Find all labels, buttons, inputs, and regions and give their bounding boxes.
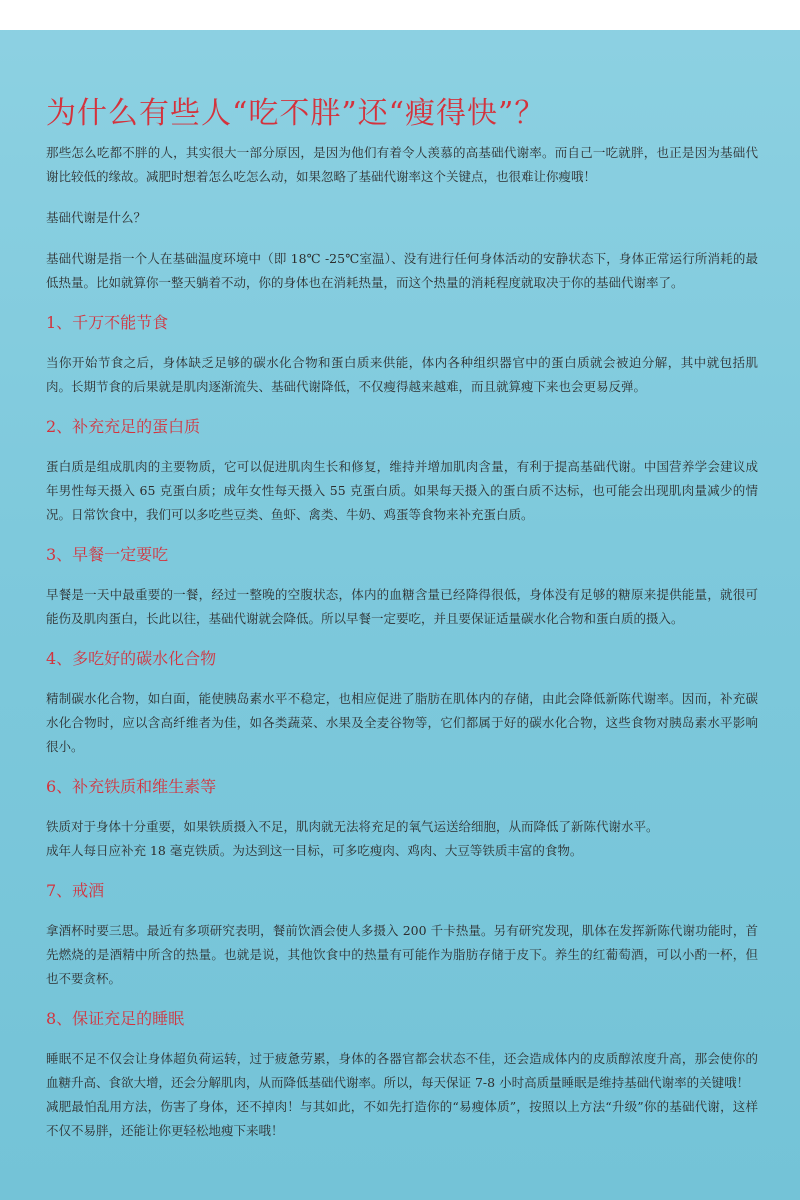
article-title: 为什么有些人“吃不胖”还“瘦得快”？ xyxy=(46,96,546,131)
section-body: 当你开始节食之后，身体缺乏足够的碳水化合物和蛋白质来供能，体内各种组织器官中的蛋白质就会被迫分解，其中就包括肌肉。长期节食的后果就是肌肉逐渐流失、基础代谢降低，不仅瘦得越来越难，而且就算瘦下来也会更易反弹。 xyxy=(46,355,758,394)
section-body: 早餐是一天中最重要的一餐，经过一整晚的空腹状态，体内的血糖含量已经降得很低，身体没有足够的糖原来提供能量，就很可能伤及肌肉蛋白，长此以往，基础代谢就会降低。所以早餐一定要吃，并且要保证适量碳水化合物和蛋白质的摄入。 xyxy=(46,587,758,626)
section-body: 蛋白质是组成肌肉的主要物质，它可以促进肌肉生长和修复，维持并增加肌肉含量，有利于提高基础代谢。中国营养学会建议成年男性每天摄入 65 克蛋白质；成年女性每天摄入 55 克蛋白质。如果每天摄入的蛋白质不达标，也可能会出现肌肉量减少的情况。日常饮食中，我们可以多吃些豆类、鱼虾、禽类、牛奶、鸡蛋等食物来补充蛋白质。 xyxy=(46,459,758,522)
top-white-band xyxy=(0,0,800,30)
question-line: 基础代谢是什么？ xyxy=(46,210,147,225)
section-4 xyxy=(46,647,758,759)
intro-paragraph: 那些怎么吃都不胖的人，其实很大一部分原因，是因为他们有着令人羡慕的高基础代谢率。而自己一吃就胖，也正是因为基础代谢比较低的缘故。减肥时想着怎么吃怎么动，如果忽略了基础代谢率这个关键点，也很难让你瘦哦！ xyxy=(46,145,758,184)
section-heading: 8、保证充足的睡眠 xyxy=(46,1009,185,1028)
section-body: 睡眠不足不仅会让身体超负荷运转，过于疲惫劳累，身体的各器官都会状态不佳，还会造成体内的皮质醇浓度升高，那会使你的血糖升高、食欲大增，还会分解肌肉，从而降低基础代谢率。所以，每天保证 7-8 小时高质量睡眠是维持基础代谢率的关键哦！ 减肥最怕乱用方法，伤害了身体，还不掉肉！与其如此，不如先打造你的“易瘦体质”，按照以上方法“升级”你的基础代谢，这样不仅不易胖，还能让你更轻松地瘦下来哦！ xyxy=(46,1051,758,1138)
definition-paragraph: 基础代谢是指一个人在基础温度环境中（即 18℃ -25℃室温）、没有进行任何身体活动的安静状态下，身体正常运行所消耗的最低热量。比如就算你一整天躺着不动，你的身体也在消耗热量，而这个热量的消耗程度就取决于你的基础代谢率了。 xyxy=(46,251,758,290)
section-1 xyxy=(46,311,758,399)
section-heading: 3、早餐一定要吃 xyxy=(46,545,169,564)
section-heading: 4、多吃好的碳水化合物 xyxy=(46,649,217,668)
section-heading: 1、千万不能节食 xyxy=(46,313,169,332)
section-3 xyxy=(46,543,758,631)
section-heading: 7、戒酒 xyxy=(46,881,105,900)
section-body: 铁质对于身体十分重要，如果铁质摄入不足，肌肉就无法将充足的氧气运送给细胞，从而降低了新陈代谢水平。 成年人每日应补充 18 毫克铁质。为达到这一目标，可多吃瘦肉、鸡肉、大豆等铁质丰富的食物。 xyxy=(46,819,659,858)
section-body: 精制碳水化合物，如白面，能使胰岛素水平不稳定，也相应促进了脂肪在肌体内的存储，由此会降低新陈代谢率。因而，补充碳水化合物时，应以含高纤维者为佳，如各类蔬菜、水果及全麦谷物等，它们都属于好的碳水化合物，这些食物对胰岛素水平影响很小。 xyxy=(46,691,758,754)
section-2 xyxy=(46,415,758,527)
section-8 xyxy=(46,1007,758,1143)
section-body: 拿酒杯时要三思。最近有多项研究表明，餐前饮酒会使人多摄入 200 千卡热量。另有研究发现，肌体在发挥新陈代谢功能时，首先燃烧的是酒精中所含的热量。也就是说，其他饮食中的热量有可能作为脂肪存储于皮下。养生的红葡萄酒，可以小酌一杯，但也不要贪杯。 xyxy=(46,923,758,986)
section-heading: 6、补充铁质和维生素等 xyxy=(46,777,217,796)
section-7 xyxy=(46,879,758,991)
section-6 xyxy=(46,775,758,863)
section-heading: 2、补充充足的蛋白质 xyxy=(46,417,201,436)
article xyxy=(46,95,758,1159)
